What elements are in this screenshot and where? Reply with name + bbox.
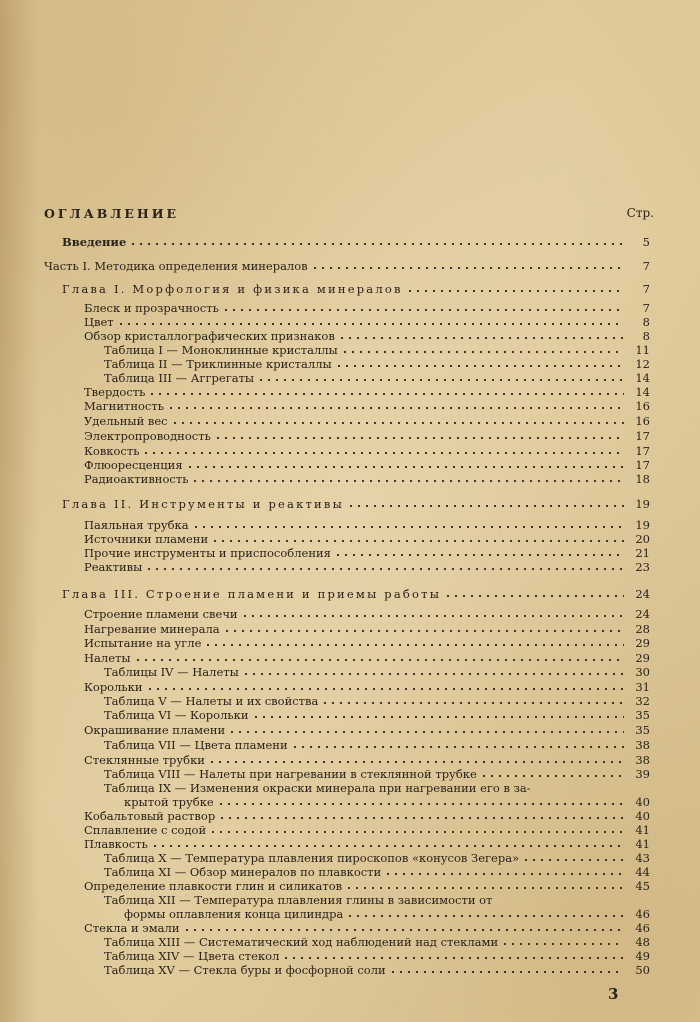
toc-entry-label: Блеск и прозрачность — [84, 301, 219, 315]
dot-leader — [222, 302, 624, 312]
toc-entry-page: 41 — [635, 837, 650, 851]
toc-entry — [104, 693, 650, 708]
toc-entry-page: 24 — [635, 587, 650, 601]
toc-entry — [84, 328, 650, 343]
toc-entry-label: Глава I. Морфология и физика минералов — [62, 282, 403, 296]
toc-entry-label: Паяльная трубка — [84, 518, 189, 532]
dot-leader — [522, 852, 624, 862]
toc-entry — [104, 342, 650, 357]
toc-entry-page: 17 — [635, 444, 650, 458]
toc-entry-label: Таблица XII — Температура плавления глины в зависимости от — [104, 893, 493, 907]
toc-entry-label: Таблица VI — Корольки — [104, 708, 249, 722]
dot-leader — [241, 608, 624, 618]
dot-leader — [148, 386, 624, 396]
toc-entry-label: Определение плавкости глин и силикатов — [84, 879, 343, 893]
dot-leader — [406, 283, 624, 293]
toc-entry — [84, 878, 650, 893]
toc-entry — [84, 517, 650, 532]
dot-leader — [129, 236, 624, 246]
toc-entry — [84, 413, 650, 428]
toc-entry-page: 50 — [635, 963, 650, 977]
toc-entry — [84, 471, 650, 486]
toc-entry — [62, 234, 650, 249]
toc-entry-label: Таблица VIII — Налеты при нагревании в стеклянной трубке — [104, 767, 477, 781]
toc-entry-label: Стекла и эмали — [84, 921, 180, 935]
toc-entry-page: 19 — [635, 497, 650, 511]
toc-entry-page: 7 — [642, 282, 650, 296]
dot-leader — [341, 344, 624, 354]
dot-leader — [228, 724, 624, 734]
toc-entry — [84, 836, 650, 851]
toc-entry — [104, 934, 650, 949]
toc-entry-page: 43 — [635, 851, 650, 865]
toc-entry-label: Глава II. Инструменты и реактивы — [62, 497, 344, 511]
toc-entry-label: Часть I. Методика определения минералов — [44, 259, 308, 273]
toc-entry-page: 17 — [635, 458, 650, 472]
dot-leader — [334, 547, 624, 557]
toc-entry-label: Таблица XIII — Систематический ход наблюдений над стеклами — [104, 935, 499, 949]
dot-leader — [151, 838, 624, 848]
toc-entry-label: Таблицы IV — Налеты — [104, 665, 239, 679]
dot-leader — [242, 666, 624, 676]
toc-entry-page: 20 — [635, 532, 650, 546]
toc-entry-page: 17 — [635, 429, 650, 443]
toc-entry-label: Таблица XIV — Цвета стекол — [104, 949, 280, 963]
dot-leader — [495, 894, 624, 904]
toc-entry-page: 14 — [635, 371, 650, 385]
toc-entry — [104, 766, 650, 781]
page-column-header: Стр. — [626, 206, 654, 220]
toc-entry — [84, 679, 650, 694]
toc-entry — [84, 559, 650, 574]
dot-leader — [480, 768, 624, 778]
toc-entry-page: 46 — [635, 907, 650, 921]
toc-entry — [84, 822, 650, 837]
toc-entry — [44, 258, 650, 273]
toc-entry-label: формы оплавления конца цилиндра — [124, 907, 344, 921]
toc-entry — [104, 707, 650, 722]
dot-leader — [389, 964, 624, 974]
toc-entry-page: 23 — [635, 560, 650, 574]
dot-leader — [347, 498, 624, 508]
toc-entry-page: 21 — [635, 546, 650, 560]
dot-leader — [171, 415, 624, 425]
dot-leader — [211, 533, 624, 543]
toc-entry-label: Окрашивание пламени — [84, 723, 226, 737]
dot-leader — [142, 445, 624, 455]
toc-entry — [84, 650, 650, 665]
toc-entry-label: Корольки — [84, 680, 143, 694]
toc-entry-page: 29 — [635, 651, 650, 665]
toc-entry-label: Электропроводность — [84, 429, 211, 443]
dot-leader — [501, 936, 624, 946]
toc-entry — [104, 370, 650, 385]
toc-entry — [104, 892, 650, 907]
toc-entry — [84, 808, 650, 823]
toc-entry — [84, 384, 650, 399]
dot-leader — [167, 400, 624, 410]
toc-entry — [62, 496, 650, 511]
toc-entry-page: 38 — [635, 753, 650, 767]
toc-entry-label: крытой трубке — [124, 795, 214, 809]
toc-entry-page: 44 — [635, 865, 650, 879]
toc-entry — [84, 443, 650, 458]
toc-entry — [84, 606, 650, 621]
dot-leader — [338, 330, 624, 340]
dot-leader — [257, 372, 624, 382]
dot-leader — [134, 652, 624, 662]
toc-entry-page: 19 — [635, 518, 650, 532]
toc-entry-page: 16 — [635, 414, 650, 428]
toc-entry-label: Цвет — [84, 315, 114, 329]
toc-entry-label: Твердость — [84, 385, 146, 399]
toc-entry-label: Флюоресценция — [84, 458, 183, 472]
toc-entry-page: 35 — [635, 723, 650, 737]
toc-entry-label: Введение — [62, 235, 127, 249]
dot-leader — [321, 695, 624, 705]
dot-leader — [208, 754, 624, 764]
toc-entry-page: 8 — [642, 329, 650, 343]
dot-leader — [209, 824, 624, 834]
toc-entry-label: Ковкость — [84, 444, 140, 458]
toc-entry-label: Таблица XV — Стекла буры и фосфорной соли — [104, 963, 386, 977]
toc-entry-page: 5 — [642, 235, 650, 249]
toc-entry-label: Таблица XI — Обзор минералов по плавкости — [104, 865, 382, 879]
dot-leader — [146, 681, 624, 691]
toc-entry — [84, 398, 650, 413]
dot-leader — [192, 519, 624, 529]
toc-entry-label: Кобальтовый раствор — [84, 809, 216, 823]
toc-entry — [84, 635, 650, 650]
toc-entry — [62, 586, 650, 601]
toc-entry-label: Таблица IX — Изменения окраски минерала при нагревании его в за- — [104, 781, 531, 795]
dot-leader — [282, 950, 624, 960]
toc-entry-label: Сплавление с содой — [84, 823, 207, 837]
toc-entry-label: Обзор кристаллографических признаков — [84, 329, 335, 343]
toc-entry-label: Источники пламени — [84, 532, 209, 546]
toc-entry — [104, 356, 650, 371]
dot-leader — [311, 260, 624, 270]
toc-entry-page: 7 — [642, 301, 650, 315]
dot-leader — [345, 880, 624, 890]
dot-leader — [117, 316, 624, 326]
toc-entry — [84, 457, 650, 472]
dot-leader — [218, 810, 624, 820]
toc-entry — [104, 948, 650, 963]
toc-entry-label: Плавкость — [84, 837, 148, 851]
toc-entry-label: Испытание на угле — [84, 636, 202, 650]
toc-entry-page: 12 — [635, 357, 650, 371]
toc-entry-page: 29 — [635, 636, 650, 650]
toc-entry-page: 41 — [635, 823, 650, 837]
toc-entry-page: 39 — [635, 767, 650, 781]
toc-entry-label: Реактивы — [84, 560, 143, 574]
dot-leader — [186, 459, 624, 469]
dot-leader — [183, 922, 624, 932]
toc-entry — [84, 428, 650, 443]
toc-entry-page: 7 — [642, 259, 650, 273]
toc-entry — [104, 850, 650, 865]
toc-entry-page: 18 — [635, 472, 650, 486]
dot-leader — [291, 739, 624, 749]
toc-entry-page: 14 — [635, 385, 650, 399]
toc-entry — [84, 752, 650, 767]
toc-entry — [84, 722, 650, 737]
toc-entry — [104, 864, 650, 879]
dot-leader — [252, 709, 624, 719]
toc-entry-label: Налеты — [84, 651, 131, 665]
toc-entry — [124, 906, 650, 921]
toc-entry-page: 40 — [635, 809, 650, 823]
dot-leader — [223, 623, 624, 633]
toc-entry — [84, 314, 650, 329]
toc-entry-label: Таблица X — Температура плавления пироскопов «конусов Зегера» — [104, 851, 520, 865]
toc-entry-page: 45 — [635, 879, 650, 893]
toc-entry-page: 46 — [635, 921, 650, 935]
toc-entry-page: 48 — [635, 935, 650, 949]
toc-entry-label: Строение пламени свечи — [84, 607, 238, 621]
toc-entry — [104, 780, 650, 795]
toc-entry-label: Стеклянные трубки — [84, 753, 205, 767]
dot-leader — [204, 637, 624, 647]
toc-entry-page: 30 — [635, 665, 650, 679]
toc-entry — [84, 531, 650, 546]
dot-leader — [145, 561, 624, 571]
page-number: 3 — [608, 985, 619, 1003]
toc-entry — [62, 281, 650, 296]
toc-entry-label: Нагревание минерала — [84, 622, 220, 636]
toc-entry — [84, 545, 650, 560]
toc-entry-label: Таблица II — Триклинные кристаллы — [104, 357, 332, 371]
toc-entry-page: 24 — [635, 607, 650, 621]
toc-entry-page: 40 — [635, 795, 650, 809]
dot-leader — [346, 908, 624, 918]
toc-entry — [84, 621, 650, 636]
toc-entry — [124, 794, 650, 809]
toc-entry-label: Радиоактивность — [84, 472, 189, 486]
toc-entry-page: 49 — [635, 949, 650, 963]
toc-entry-label: Таблица VII — Цвета пламени — [104, 738, 288, 752]
dot-leader — [444, 588, 624, 598]
toc-entry-page: 35 — [635, 708, 650, 722]
toc-entry-label: Таблица III — Аггрегаты — [104, 371, 255, 385]
dot-leader — [534, 782, 624, 792]
toc-entry — [104, 962, 650, 977]
toc-entry-label: Магнитность — [84, 399, 165, 413]
toc-entry-page: 31 — [635, 680, 650, 694]
dot-leader — [214, 430, 624, 440]
toc-entry-label: Прочие инструменты и приспособления — [84, 546, 331, 560]
toc-title: ОГЛАВЛЕНИЕ — [44, 206, 180, 221]
toc-entry-label: Глава III. Строение пламени и приемы работы — [62, 587, 442, 601]
toc-entry — [104, 664, 650, 679]
toc-entry-page: 28 — [635, 622, 650, 636]
toc-entry-label: Таблица V — Налеты и их свойства — [104, 694, 319, 708]
toc-entry-label: Удельный вес — [84, 414, 168, 428]
dot-leader — [384, 866, 624, 876]
dot-leader — [191, 473, 624, 483]
toc-entry — [84, 300, 650, 315]
toc-entry-page: 32 — [635, 694, 650, 708]
toc-entry — [104, 737, 650, 752]
toc-heading — [44, 206, 654, 224]
dot-leader — [217, 796, 624, 806]
toc-entry-page: 16 — [635, 399, 650, 413]
dot-leader — [335, 358, 624, 368]
toc-entry — [84, 920, 650, 935]
toc-entry-page: 8 — [642, 315, 650, 329]
toc-entry-page: 11 — [635, 343, 650, 357]
toc-entry-page: 38 — [635, 738, 650, 752]
toc-entry-label: Таблица I — Моноклинные кристаллы — [104, 343, 338, 357]
